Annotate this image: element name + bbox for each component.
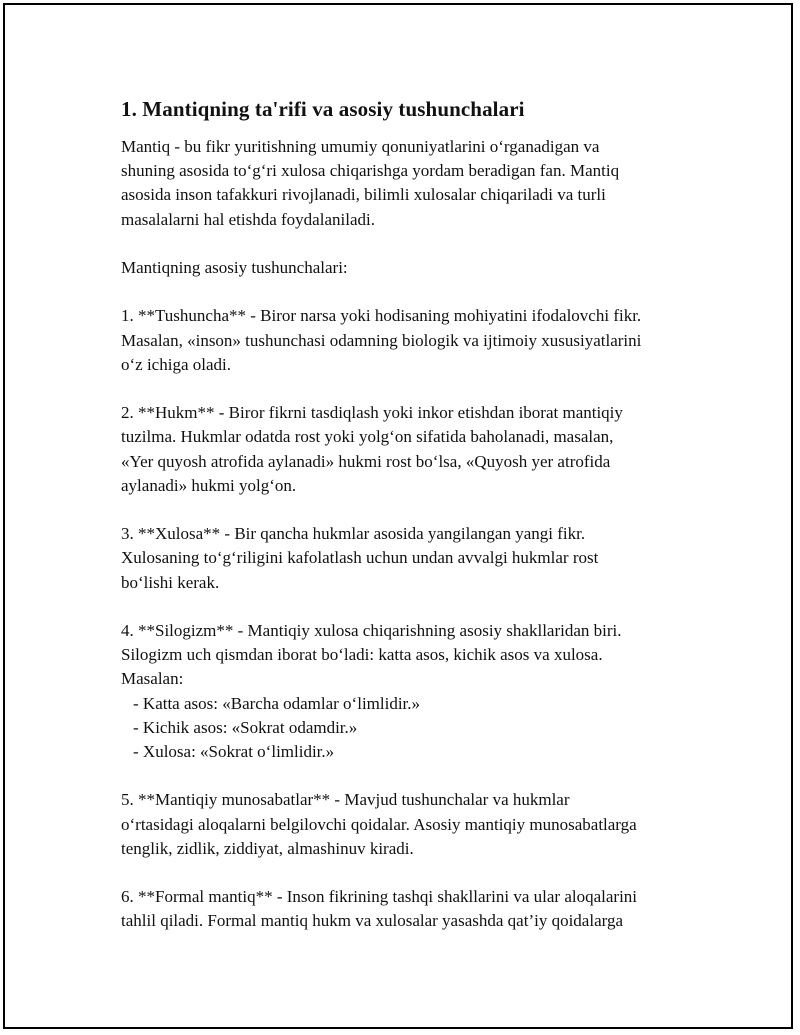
list-item-line: Masalan, «inson» tushunchasi odamning biologik va ijtimoiy xususiyatlarini xyxy=(121,330,642,350)
list-item-line: tahlil qiladi. Formal mantiq hukm va xulosalar yasashda qat’iy qoidalarga xyxy=(121,911,624,931)
list-item-line: o‘z ichiga oladi. xyxy=(121,354,231,374)
list-item-line: 5. **Mantiqiy munosabatlar** - Mavjud tushunchalar va hukmlar xyxy=(121,790,570,810)
list-item-line: o‘rtasidagi aloqalarni belgilovchi qoidalar. Asosiy mantiqiy munosabatlarga xyxy=(121,814,637,834)
paragraph-gap xyxy=(121,861,701,885)
list-item-line: 3. **Xulosa** - Bir qancha hukmlar asosida yangilangan yangi fikr. xyxy=(121,524,586,544)
list-item-line: Silogizm uch qismdan iborat bo‘ladi: katta asos, kichik asos va xulosa. xyxy=(121,645,603,665)
list-item-line: 6. **Formal mantiq** - Inson fikrining tashqi shakllarini va ular aloqalarini xyxy=(121,887,638,907)
list-item-silogizm xyxy=(121,619,701,764)
example-line-katta-asos: - Katta asos: «Barcha odamlar o‘limlidir.» xyxy=(133,693,421,713)
paragraph-gap xyxy=(121,232,701,256)
list-item-line: tenglik, zidlik, ziddiyat, almashinuv kiradi. xyxy=(121,838,414,858)
list-item-tushuncha xyxy=(121,304,701,377)
list-item-xulosa xyxy=(121,522,701,595)
paragraph-gap xyxy=(121,280,701,304)
paragraph-gap xyxy=(121,595,701,619)
example-line-kichik-asos: - Kichik asos: «Sokrat odamdir.» xyxy=(133,717,358,737)
section-heading: Mantiqning asosiy tushunchalari: xyxy=(121,258,348,277)
intro-paragraph xyxy=(121,135,701,232)
intro-line: Mantiq - bu fikr yuritishning umumiy qonuniyatlarini o‘rganadigan va xyxy=(121,137,600,156)
list-item-line: 1. **Tushuncha** - Biror narsa yoki hodisaning mohiyatini ifodalovchi fikr. xyxy=(121,306,642,326)
list-item-mantiqiy-munosabatlar xyxy=(121,788,701,861)
list-item-line: Xulosaning to‘g‘riligini kafolatlash uchun undan avvalgi hukmlar rost xyxy=(121,548,599,568)
intro-line: asosida inson tafakkuri rivojlanadi, bilimli xulosalar chiqariladi va turli xyxy=(121,185,606,205)
paragraph-gap xyxy=(121,764,701,788)
list-item-line: bo‘lishi kerak. xyxy=(121,572,220,592)
list-item-line: 2. **Hukm** - Biror fikrni tasdiqlash yoki inkor etishdan iborat mantiqiy xyxy=(121,403,623,423)
paragraph-gap xyxy=(121,498,701,522)
paragraph-gap xyxy=(121,377,701,401)
list-item-line: aylanadi» hukmi yolg‘on. xyxy=(121,475,297,495)
list-item-line: Masalan: xyxy=(121,669,184,689)
document-title: 1. Mantiqning ta'rifi va asosiy tushunchalari xyxy=(121,97,525,121)
list-item-line: 4. **Silogizm** - Mantiqiy xulosa chiqarishning asosiy shakllaridan biri. xyxy=(121,620,622,640)
document-body xyxy=(121,95,701,934)
example-line-xulosa: - Xulosa: «Sokrat o‘limlidir.» xyxy=(133,742,335,761)
list-item-formal-mantiq xyxy=(121,885,701,933)
intro-line: shuning asosida to‘g‘ri xulosa chiqarishga yordam beradigan fan. Mantiq xyxy=(121,161,620,181)
list-item-hukm xyxy=(121,401,701,498)
intro-line: masalalarni hal etishda foydalaniladi. xyxy=(121,209,375,229)
page-frame xyxy=(3,3,793,1029)
list-item-line: «Yer quyosh atrofida aylanadi» hukmi rost bo‘lsa, «Quyosh yer atrofida xyxy=(121,451,611,471)
list-item-line: tuzilma. Hukmlar odatda rost yoki yolg‘on sifatida baholanadi, masalan, xyxy=(121,427,614,447)
